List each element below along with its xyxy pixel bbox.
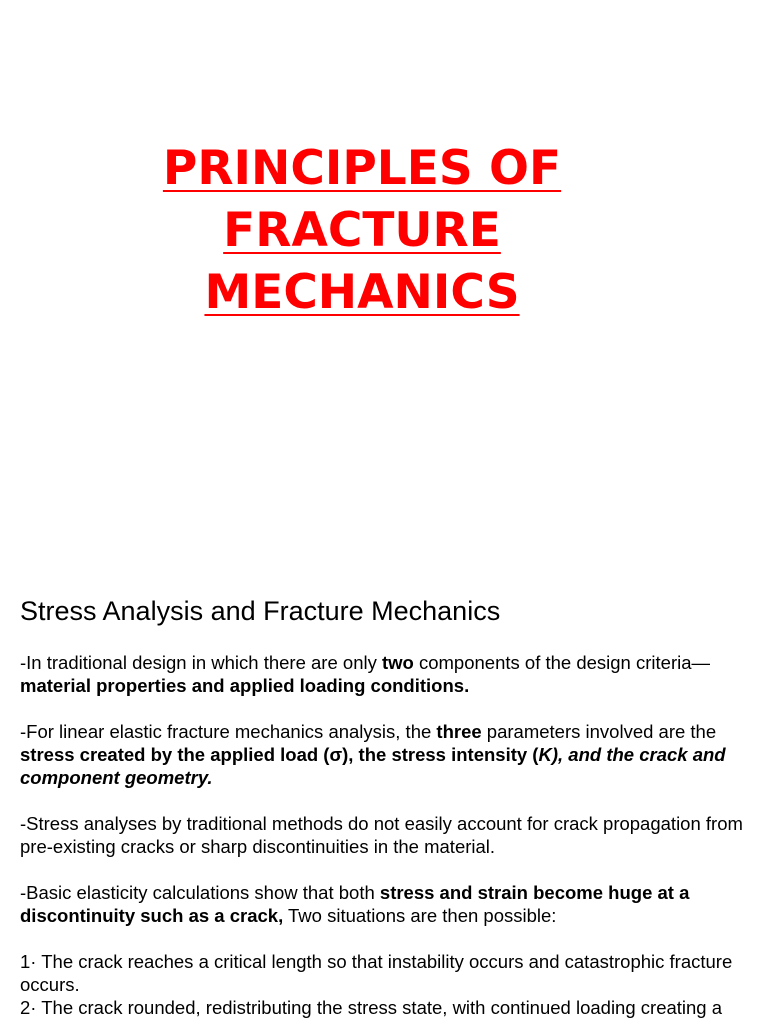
body-text — [20, 651, 755, 1019]
emphasis-criteria: material properties and applied loading conditions. — [20, 675, 470, 696]
content-slide — [0, 560, 768, 1024]
paragraph-elasticity — [20, 881, 755, 927]
title-line: FRACTURE — [223, 203, 501, 258]
text-run: -For linear elastic fracture mechanics analysis, the — [20, 721, 437, 742]
text-run: -Basic elasticity calculations show that both — [20, 882, 380, 903]
emphasis-parameters-italic: K), and the crack and component geometry. — [20, 744, 726, 788]
emphasis-two: two — [381, 652, 414, 673]
title-line: MECHANICS — [204, 265, 520, 320]
emphasis-three: three — [436, 721, 482, 742]
emphasis-stress-strain: stress and strain become huge at a discontinuity such as a crack, — [20, 882, 690, 926]
text-run: components of the design criteria— — [413, 652, 710, 673]
section-heading: Stress Analysis and Fracture Mechanics — [20, 596, 501, 626]
text-run: parameters involved are the — [481, 721, 717, 742]
paragraph-lefm — [20, 720, 755, 789]
text-run: -In traditional design in which there are only — [20, 652, 382, 673]
title-line: PRINCIPLES OF — [162, 141, 562, 196]
list-item: 2· The crack rounded, redistributing the stress state, with continued loading creating a — [20, 997, 723, 1018]
text-run: -Stress analyses by traditional methods do not easily account for crack propagation from pre-existing cracks or sharp discontinuities in the material. — [20, 813, 743, 857]
text-run: Two situations are then possible: — [283, 905, 557, 926]
list-item: 1· The crack reaches a critical length so that instability occurs and catastrophic fracture occurs. — [20, 951, 733, 995]
paragraph-traditional-design — [20, 651, 755, 697]
paragraph-traditional-methods — [20, 812, 755, 858]
emphasis-parameters: stress created by the applied load (σ), the stress intensity ( — [20, 744, 539, 765]
slide-title — [60, 138, 664, 324]
